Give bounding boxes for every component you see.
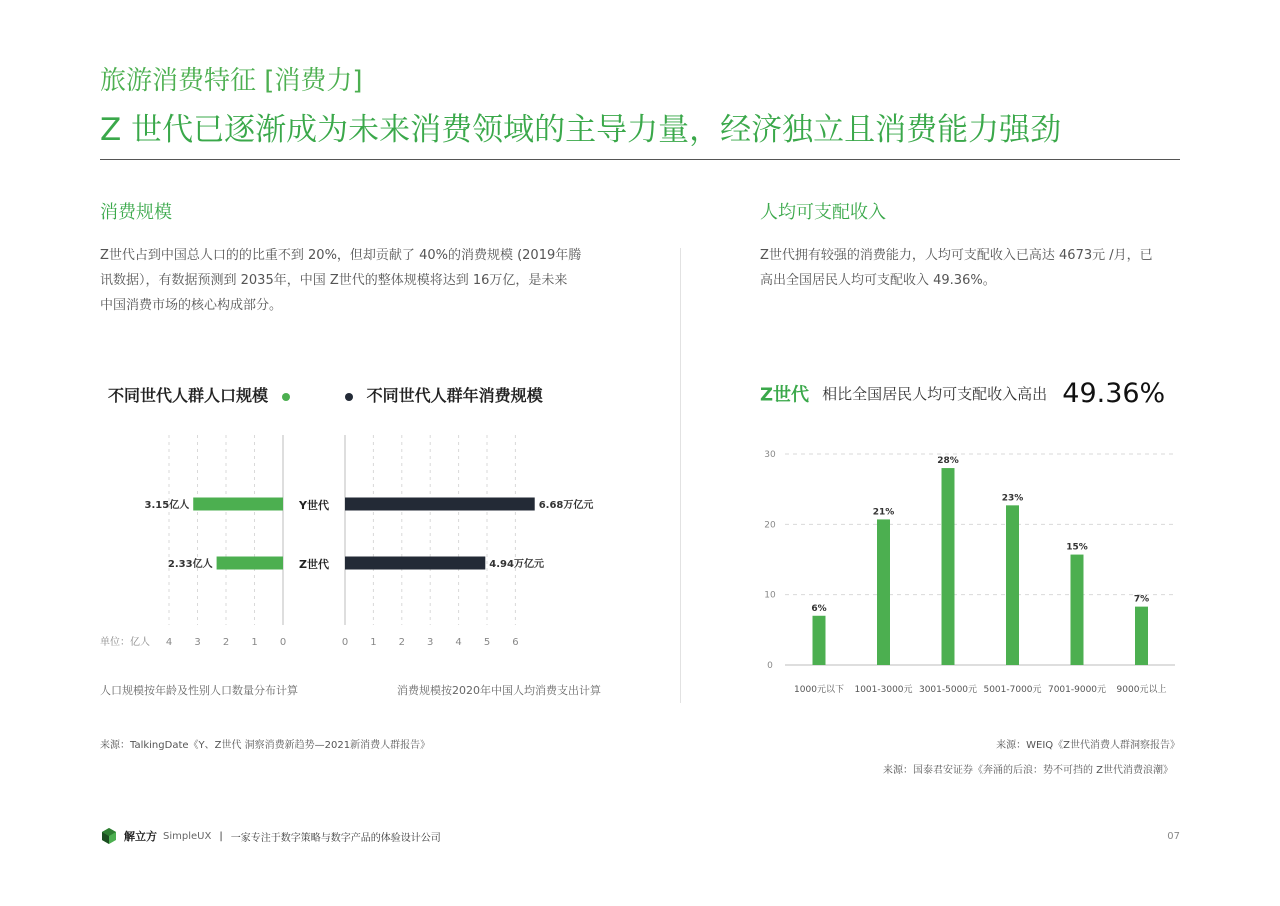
population-tick-label: 4 xyxy=(165,637,173,648)
chart-labels xyxy=(100,498,593,648)
footer xyxy=(100,827,441,845)
population-tick-label: 0 xyxy=(279,637,287,648)
x-category-label: 3001-5000元 xyxy=(918,685,978,695)
chart-grid xyxy=(169,435,515,625)
paragraph-line: Z世代占到中国总人口的的比重不到 20%，但却贡献了 40%的消费规模 (2019年腾 xyxy=(100,248,582,263)
income-bar xyxy=(1071,555,1084,665)
consumption-value-label: 6.68万亿元 xyxy=(538,500,594,511)
left-source: 来源：TalkingDate《Y、Z世代 洞察消费新趋势—2021新消费人群报告》 xyxy=(100,740,431,751)
page-title: Z 世代已逐渐成为未来消费领域的主导力量，经济独立且消费能力强劲 xyxy=(100,112,1062,148)
population-tick-label: 2 xyxy=(222,637,230,648)
x-category-label: 5001-7000元 xyxy=(983,685,1042,695)
disposable-income-paragraph xyxy=(760,243,1190,293)
consumption-note: 消费规模按2020年中国人均消费支出计算 xyxy=(397,684,601,697)
consumption-tick-label: 4 xyxy=(455,637,462,648)
paragraph-line: 中国消费市场的核心构成部分。 xyxy=(100,298,283,313)
legend-consumption xyxy=(345,383,543,406)
bar-value-label: 15% xyxy=(1066,542,1088,553)
legend-population-label: 不同世代人群人口规模 xyxy=(108,386,269,405)
footer-separator: | xyxy=(219,830,223,842)
title-divider xyxy=(100,159,1180,160)
highlight-text: 相比全国居民人均可支配收入高出 xyxy=(822,385,1048,403)
consumption-value-label: 4.94万亿元 xyxy=(489,559,544,570)
x-category-label: 7001-9000元 xyxy=(1047,685,1107,695)
consumption-scale-title: 消费规模 xyxy=(100,202,172,223)
population-tick-label: 3 xyxy=(194,637,201,648)
y-tick-label: 30 xyxy=(764,450,776,460)
bar-value-label: 7% xyxy=(1133,594,1150,605)
population-value-label: 3.15亿人 xyxy=(144,500,190,511)
green-dot-icon xyxy=(282,393,290,401)
page-kicker: 旅游消费特征 [消费力] xyxy=(100,66,363,96)
income-bar xyxy=(813,616,826,665)
income-bar xyxy=(1135,607,1148,665)
population-value-label: 2.33亿人 xyxy=(167,559,213,570)
consumption-bar xyxy=(345,498,535,511)
generation-label: Y世代 xyxy=(299,499,329,512)
consumption-tick-label: 0 xyxy=(341,637,349,648)
chart-bars xyxy=(813,468,1149,665)
cube-logo-icon xyxy=(100,827,118,845)
paragraph-line: 高出全国居民人均可支配收入 49.36%。 xyxy=(760,273,996,288)
income-bar-chart xyxy=(760,440,1180,700)
population-note: 人口规模按年龄及性别人口数量分布计算 xyxy=(100,684,298,697)
income-bar xyxy=(1006,505,1019,665)
legend-consumption-label: 不同世代人群年消费规模 xyxy=(366,386,543,405)
highlight-label: Z世代 xyxy=(760,384,810,406)
page-number: 07 xyxy=(1167,831,1180,842)
y-tick-label: 10 xyxy=(764,590,776,601)
navy-dot-icon xyxy=(345,393,353,401)
right-source-1: 来源：WEIQ《Z世代消费人群洞察报告》 xyxy=(996,740,1180,751)
consumption-tick-label: 1 xyxy=(370,637,377,648)
income-bar xyxy=(877,519,890,665)
population-tick-label: 1 xyxy=(251,637,258,648)
consumption-scale-paragraph xyxy=(100,243,620,318)
footer-tagline: 一家专注于数字策略与数字产品的体验设计公司 xyxy=(230,832,441,844)
y-tick-label: 0 xyxy=(767,661,773,671)
income-bar xyxy=(942,468,955,665)
generation-bar-chart xyxy=(90,430,610,660)
income-highlight xyxy=(760,378,1165,409)
paragraph-line: 讯数据），有数据预测到 2035年，中国 Z世代的整体规模将达到 16万亿，是未来 xyxy=(100,273,568,288)
highlight-value: 49.36% xyxy=(1062,378,1166,409)
consumption-bar xyxy=(345,557,485,570)
population-bar xyxy=(217,557,283,570)
legend-population xyxy=(108,383,290,406)
bar-value-label: 23% xyxy=(1001,493,1024,504)
x-category-label: 9000元以上 xyxy=(1116,685,1167,695)
population-bar xyxy=(193,498,283,511)
logo-text: 解立方 xyxy=(124,830,157,843)
x-category-label: 1001-3000元 xyxy=(854,685,913,695)
chart-bars xyxy=(193,498,534,570)
paragraph-line: Z世代拥有较强的消费能力，人均可支配收入已高达 4673元 /月，已 xyxy=(760,248,1153,263)
consumption-tick-label: 5 xyxy=(483,637,491,648)
bar-value-label: 6% xyxy=(811,603,827,614)
column-divider xyxy=(680,248,681,703)
brand-name: SimpleUX xyxy=(163,830,212,842)
consumption-tick-label: 2 xyxy=(398,637,405,648)
right-source-2: 来源：国泰君安证券《奔涌的后浪：势不可挡的 Z世代消费浪潮》 xyxy=(882,765,1173,776)
bar-value-label: 28% xyxy=(937,456,959,467)
y-tick-label: 20 xyxy=(764,520,776,531)
consumption-tick-label: 3 xyxy=(427,637,434,648)
disposable-income-title: 人均可支配收入 xyxy=(760,202,886,223)
chart-grid xyxy=(785,454,1175,665)
x-category-label: 1000元以下 xyxy=(794,685,844,695)
consumption-tick-label: 6 xyxy=(512,637,519,648)
bar-value-label: 21% xyxy=(872,507,895,518)
unit-label: 单位：亿人 xyxy=(100,637,150,648)
generation-label: Z世代 xyxy=(299,558,329,571)
